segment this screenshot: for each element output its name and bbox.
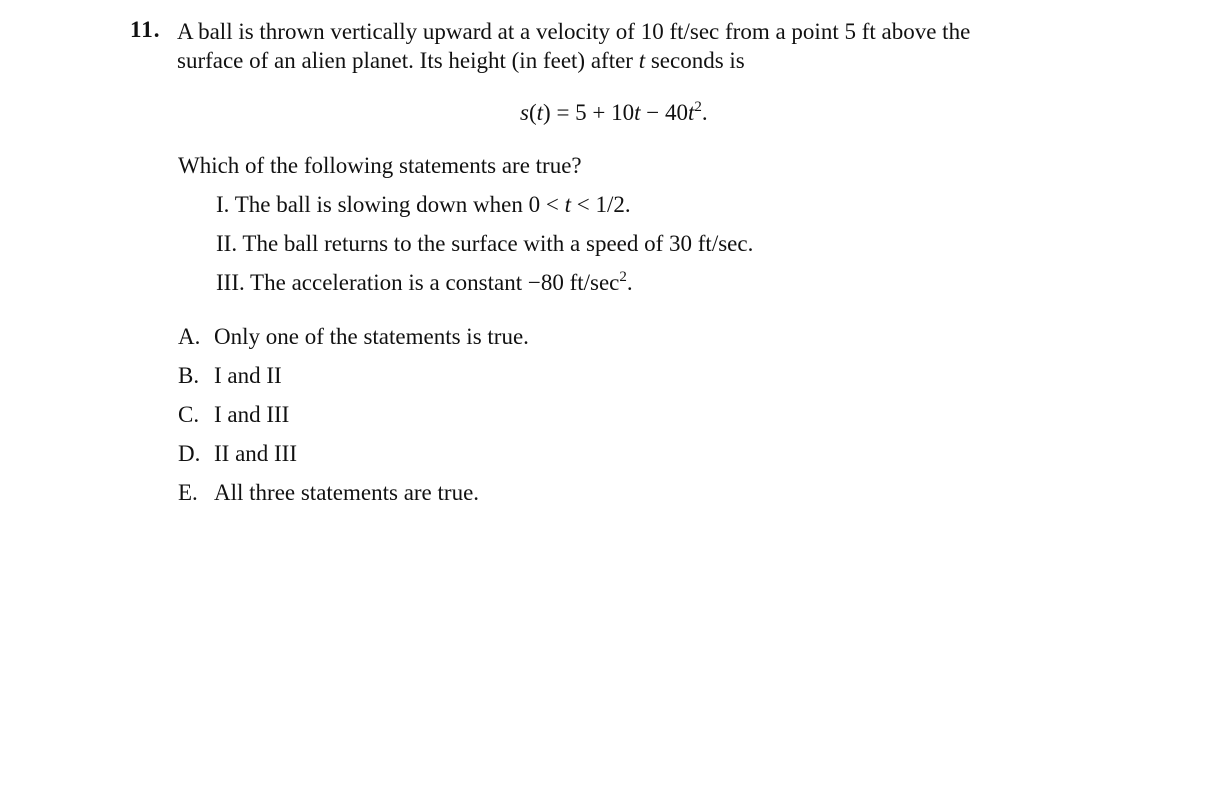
- statement-1-text-a: I. The ball is slowing down when 0 <: [216, 192, 565, 217]
- statement-3: [216, 270, 633, 296]
- choice-a-text: Only one of the statements is true.: [214, 324, 529, 349]
- choice-b[interactable]: [178, 363, 282, 389]
- statement-3-exponent: 2: [619, 269, 627, 285]
- statement-2: II. The ball returns to the surface with a speed of 30 ft/sec.: [216, 231, 754, 256]
- problem-stem: [177, 17, 1100, 75]
- choice-c-text: I and III: [214, 402, 290, 427]
- choice-b-letter: B.: [178, 363, 200, 388]
- eq-open-paren: (: [528, 100, 537, 125]
- choice-a[interactable]: [178, 324, 529, 350]
- problem-number: 11.: [130, 17, 161, 42]
- eq-period: .: [701, 100, 708, 125]
- statement-1-text-b: < 1/2.: [570, 192, 631, 217]
- eq-var-1: t: [634, 100, 641, 125]
- choice-b-text: I and II: [214, 363, 282, 388]
- choice-d-text: II and III: [214, 441, 298, 466]
- eq-var-lhs: t: [536, 100, 544, 125]
- choice-c-letter: C.: [178, 402, 200, 427]
- stem-text-a: surface of an alien planet. Its height (in feet) after: [177, 48, 639, 73]
- height-equation: [520, 100, 708, 126]
- eq-rhs-b: − 40: [640, 100, 689, 125]
- statement-1: [216, 192, 631, 218]
- choice-c[interactable]: [178, 402, 289, 428]
- eq-function: s: [520, 100, 529, 125]
- choice-e-letter: E.: [178, 480, 198, 505]
- question-prompt: Which of the following statements are true?: [178, 153, 582, 178]
- stem-text-b: seconds is: [645, 48, 745, 73]
- eq-exponent: 2: [694, 99, 702, 115]
- eq-close-paren: ): [543, 100, 551, 125]
- choice-e-text: All three statements are true.: [214, 480, 480, 505]
- eq-var-2: t: [688, 100, 695, 125]
- problem-11: [130, 17, 1100, 505]
- stem-line-2: [177, 46, 1100, 75]
- statement-3-period: .: [626, 270, 633, 295]
- choice-d-letter: D.: [178, 441, 201, 466]
- choice-e[interactable]: [178, 480, 479, 506]
- statement-3-text: III. The acceleration is a constant −80 ft/sec: [216, 270, 620, 295]
- choice-a-letter: A.: [178, 324, 201, 349]
- choice-d[interactable]: [178, 441, 297, 467]
- stem-variable: t: [638, 48, 646, 73]
- eq-rhs-a: = 5 + 10: [550, 100, 635, 125]
- statement-1-variable: t: [564, 192, 571, 217]
- stem-line-1: A ball is thrown vertically upward at a velocity of 10 ft/sec from a point 5 ft above the: [177, 19, 971, 44]
